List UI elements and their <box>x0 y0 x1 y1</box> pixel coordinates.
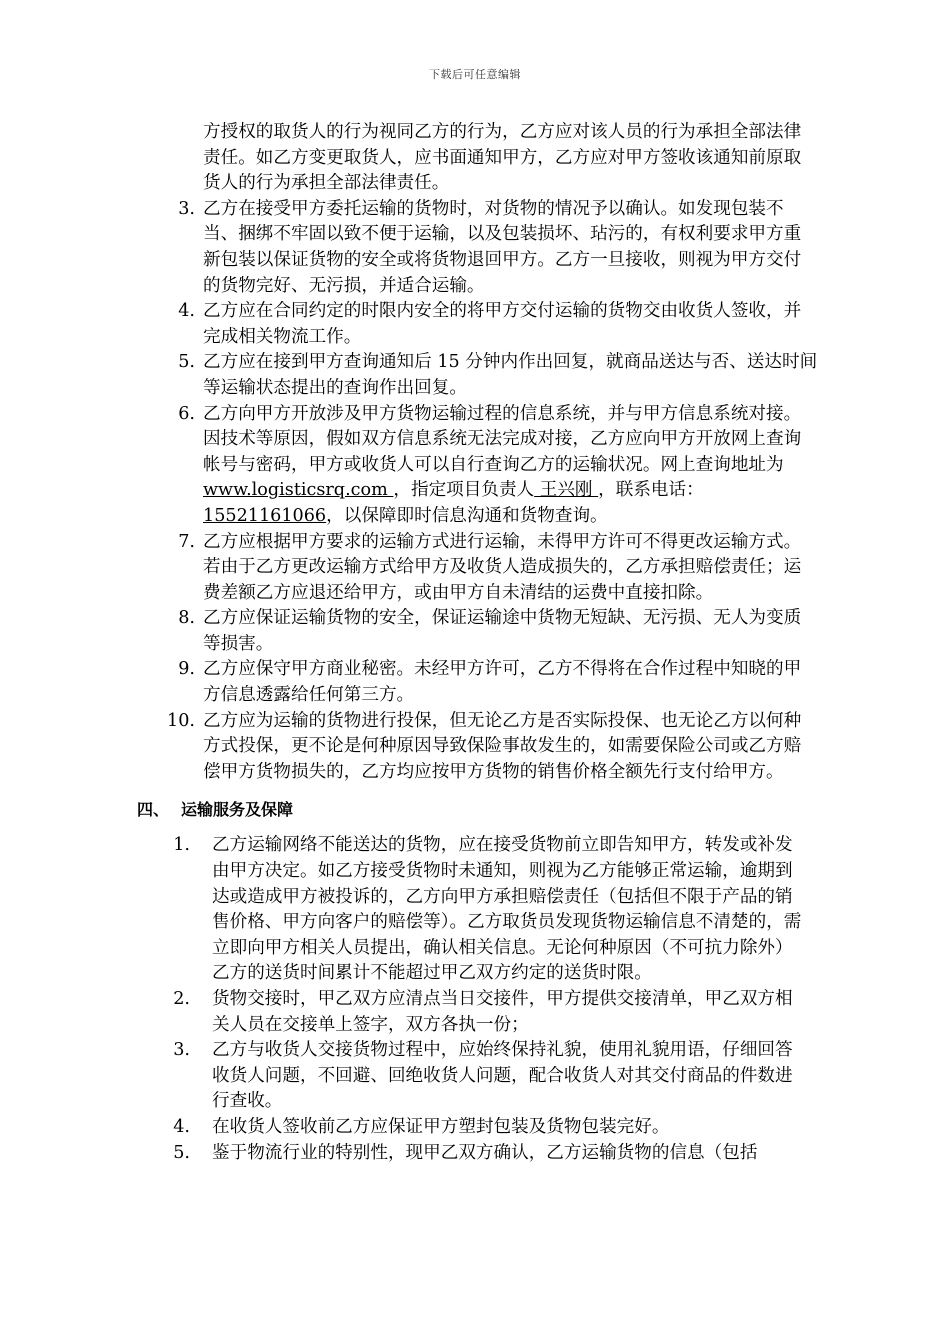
item-text: 乙方与收货人交接货物过程中，应始终保持礼貌，使用礼貌用语，仔细回答收货人问题，不回避、回绝收货人问题，配合收货人对其交付商品的件数进行查收。 <box>212 1040 793 1112</box>
item-text: 乙方应为运输的货物进行投保，但无论乙方是否实际投保、也无论乙方以何种方式投保，更不论是何种原因导致保险事故发生的，如需要保险公司或乙方赔偿甲方货物损失的，乙方均应按甲方货物的销售价格全额先行支付给甲方。 <box>203 710 802 782</box>
item-number: 3. <box>173 1040 190 1061</box>
list-item <box>178 299 818 350</box>
item-text: 乙方应保守甲方商业秘密。未经甲方许可，乙方不得将在合作过程中知晓的甲方信息透露给任何第三方。 <box>203 659 802 706</box>
item-text: 乙方应保证运输货物的安全，保证运输途中货物无短缺、无污损、无人为变质等损害。 <box>203 608 802 654</box>
item-number: 5. <box>173 1142 190 1163</box>
list-item <box>173 1115 808 1141</box>
item-number: 2. <box>173 989 190 1009</box>
list-item <box>178 402 818 530</box>
obligations-list <box>0 197 950 786</box>
item-text-part: 乙方向甲方开放涉及甲方货物运输过程的信息系统，并与甲方信息系统对接。因技术等原因，假如双方信息系统无法完成对接，乙方应向甲方开放网上查询帐号与密码，甲方或收货人可以自行查询乙方的运输状况。网上查询地址为 <box>203 403 802 475</box>
item-text-part: ，指定项目负责人 <box>393 480 535 501</box>
query-url-link[interactable]: www.logisticsrq.com <box>203 480 394 501</box>
list-item <box>178 606 818 657</box>
service-guarantee-list <box>0 833 950 1166</box>
section-heading <box>137 797 950 823</box>
item-text: 乙方在接受甲方委托运输的货物时，对货物的情况予以确认。如发现包装不当、捆绑不牢固以致不便于运输，以及包装损坏、玷污的，有权利要求甲方重新包装以保证货物的安全或将货物退回甲方。乙方一旦接收，则视为甲方交付的货物完好、无污损，并适合运输。 <box>203 198 802 296</box>
document-body <box>0 120 950 1166</box>
item-text: 乙方应在接到甲方查询通知后 15 分钟内作出回复，就商品送达与否、送达时间等运输状态提出的查询作出回复。 <box>203 352 818 398</box>
list-item <box>173 833 808 987</box>
list-item <box>178 530 818 607</box>
list-item <box>178 197 818 299</box>
continued-paragraph: 方授权的取货人的行为视同乙方的行为，乙方应对该人员的行为承担全部法律责任。如乙方变更取货人，应书面通知甲方，乙方应对甲方签收该通知前原取货人的行为承担全部法律责任。 <box>203 122 802 194</box>
item-text: 货物交接时，甲乙双方应清点当日交接件，甲方提供交接清单，甲乙双方相关人员在交接单上签字，双方各执一份； <box>212 989 793 1035</box>
item-number: 3. <box>178 198 195 219</box>
item-text-part: ，以保障即时信息沟通和货物查询。 <box>326 505 608 526</box>
item-text: 鉴于物流行业的特别性，现甲乙双方确认，乙方运输货物的信息（包括 <box>212 1142 758 1163</box>
list-item <box>173 1141 808 1167</box>
item-text-part: ，联系电话： <box>598 480 704 501</box>
page-header-note: 下载后可任意编辑 <box>429 68 521 81</box>
item-number: 6. <box>178 403 195 424</box>
item-number: 9. <box>178 659 195 680</box>
section-title: 运输服务及保障 <box>181 800 294 820</box>
item-text: 乙方运输网络不能送达的货物，应在接受货物前立即告知甲方，转发或补发由甲方决定。如乙方接受货物时未通知，则视为乙方能够正常运输，逾期到达或造成甲方被投诉的，乙方向甲方承担赔偿责任（包括但不限于产品的销售价格、甲方向客户的赔偿等）。乙方取货员发现货物运输信息不清楚的，需立即向甲方相关人员提出，确认相关信息。无论何种原因（不可抗力除外）乙方的送货时间累计不能超过甲乙双方约定的送货时限。 <box>212 835 802 984</box>
project-manager-name: 王兴刚 <box>534 480 599 501</box>
list-item <box>167 709 818 786</box>
list-item <box>173 1038 808 1115</box>
item-text: 乙方应在合同约定的时限内安全的将甲方交付运输的货物交由收货人签收，并完成相关物流工作。 <box>203 301 802 347</box>
list-item <box>178 350 818 401</box>
item-text: 在收货人签收前乙方应保证甲方塑封包装及货物包装完好。 <box>212 1116 670 1137</box>
list-item <box>178 657 818 708</box>
item-text: 乙方应根据甲方要求的运输方式进行运输，未得甲方许可不得更改运输方式。若由于乙方更改运输方式给甲方及收货人造成损失的，乙方承担赔偿责任；运费差额乙方应退还给甲方，或由甲方自未清结的运费中直接扣除。 <box>203 531 802 603</box>
item-number: 4. <box>178 301 195 322</box>
item-number: 4. <box>173 1116 190 1137</box>
item-number: 5. <box>178 352 195 373</box>
list-item <box>173 987 808 1038</box>
item-number: 7. <box>178 531 195 552</box>
contact-phone: 15521161066 <box>203 505 327 526</box>
item-number: 8. <box>178 608 195 629</box>
item-number: 10. <box>167 710 195 731</box>
section-number: 四、 <box>137 800 170 820</box>
item-number: 1. <box>173 835 190 856</box>
